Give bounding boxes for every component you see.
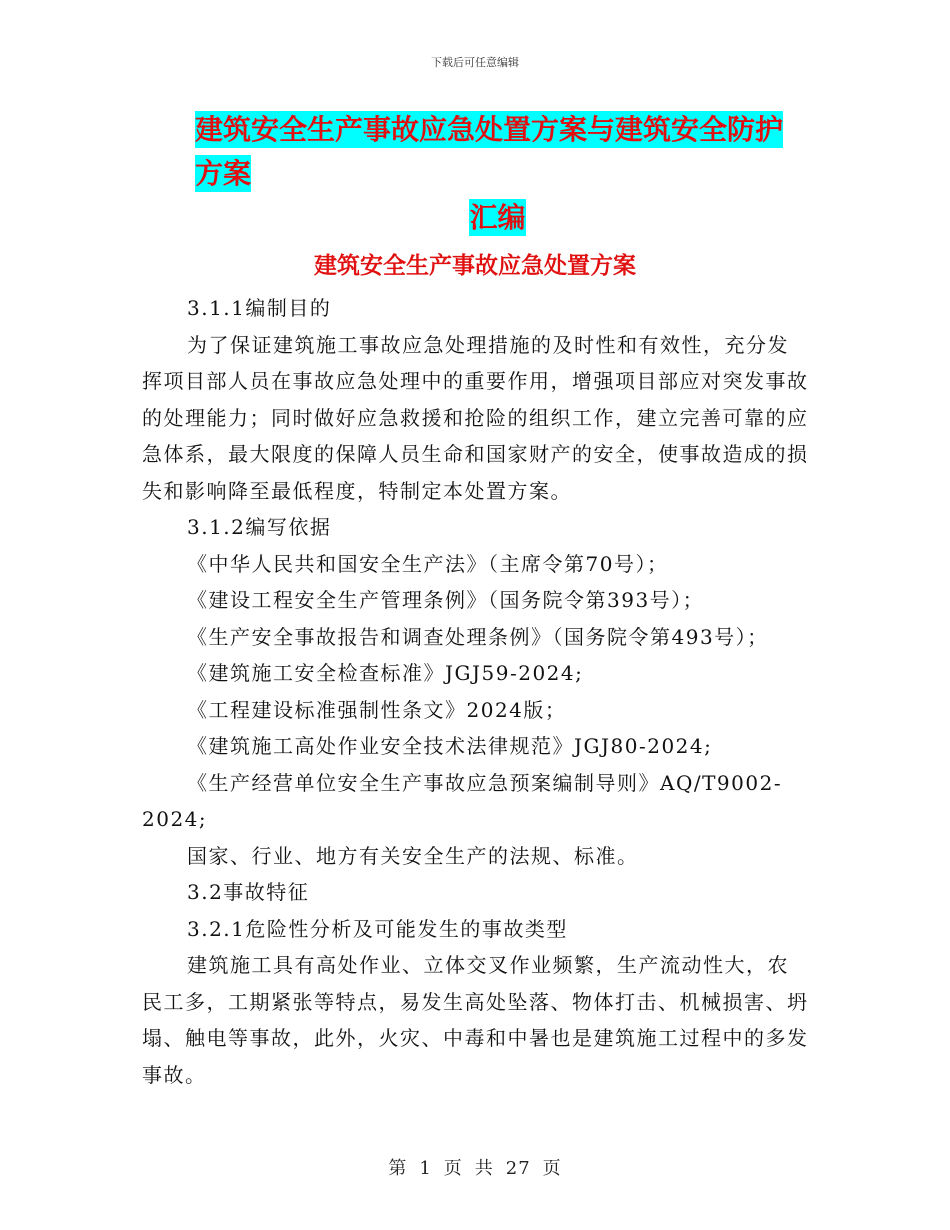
paragraph: 3.2.1危险性分析及可能发生的事故类型 [187, 916, 568, 941]
reference-item: 《工程建设标准强制性条文》2024版； [187, 697, 567, 722]
header-note: 下载后可任意编辑 [431, 56, 519, 69]
document-body [142, 290, 810, 1093]
footer-page-label: 页 [443, 1158, 463, 1179]
reference-item: 《生产安全事故报告和调查处理条例》（国务院令第493号）； [187, 624, 769, 649]
reference-item: 《建筑施工高处作业安全技术法律规范》JGJ80-2024; [187, 734, 713, 758]
document-title-line2: 汇编 [469, 201, 526, 234]
page-number: 1 [419, 1158, 432, 1179]
reference-item: 《中华人民共和国安全生产法》（主席令第70号）； [187, 551, 669, 576]
document-title-line1: 建筑安全生产事故应急处置方案与建筑安全防护方案 [195, 113, 784, 190]
footer-suffix: 页 [542, 1158, 562, 1179]
section-title: 建筑安全生产事故应急处置方案 [314, 253, 636, 279]
reference-item: 国家、行业、地方有关安全生产的法规、标准。 [187, 843, 639, 868]
footer-prefix: 第 [388, 1158, 408, 1179]
page-footer [0, 1154, 950, 1180]
footer-total-label: 共 [474, 1158, 494, 1179]
reference-item: 《生产经营单位安全生产事故应急预案编制导则》AQ/T9002-2024; [142, 770, 783, 831]
paragraph: 建筑施工具有高处作业、立体交叉作业频繁，生产流动性大，农民工多，工期紧张等特点，易发生高处坠落、物体打击、机械损害、坍塌、触电等事故，此外，火灾、中毒和中暑也是建筑施工过程中的多发事故。 [142, 953, 809, 1087]
total-pages: 27 [505, 1158, 531, 1179]
reference-item: 《建筑施工安全检查标准》JGJ59-2024; [187, 661, 584, 685]
paragraph: 3.1.2编写依据 [187, 515, 332, 539]
document-title [195, 108, 810, 240]
paragraph: 3.1.1编制目的 [187, 296, 332, 320]
paragraph: 3.2事故特征 [187, 880, 310, 904]
paragraph: 为了保证建筑施工事故应急处理措施的及时性和有效性，充分发挥项目部人员在事故应急处理中的重要作用，增强项目部应对突发事故的处理能力；同时做好应急救援和抢险的组织工作，建立完善可靠的应急体系，最大限度的保障人员生命和国家财产的安全，使事故造成的损失和影响降至最低程度，特制定本处置方案。 [142, 332, 809, 503]
reference-item: 《建设工程安全生产管理条例》（国务院令第393号）； [187, 588, 705, 612]
